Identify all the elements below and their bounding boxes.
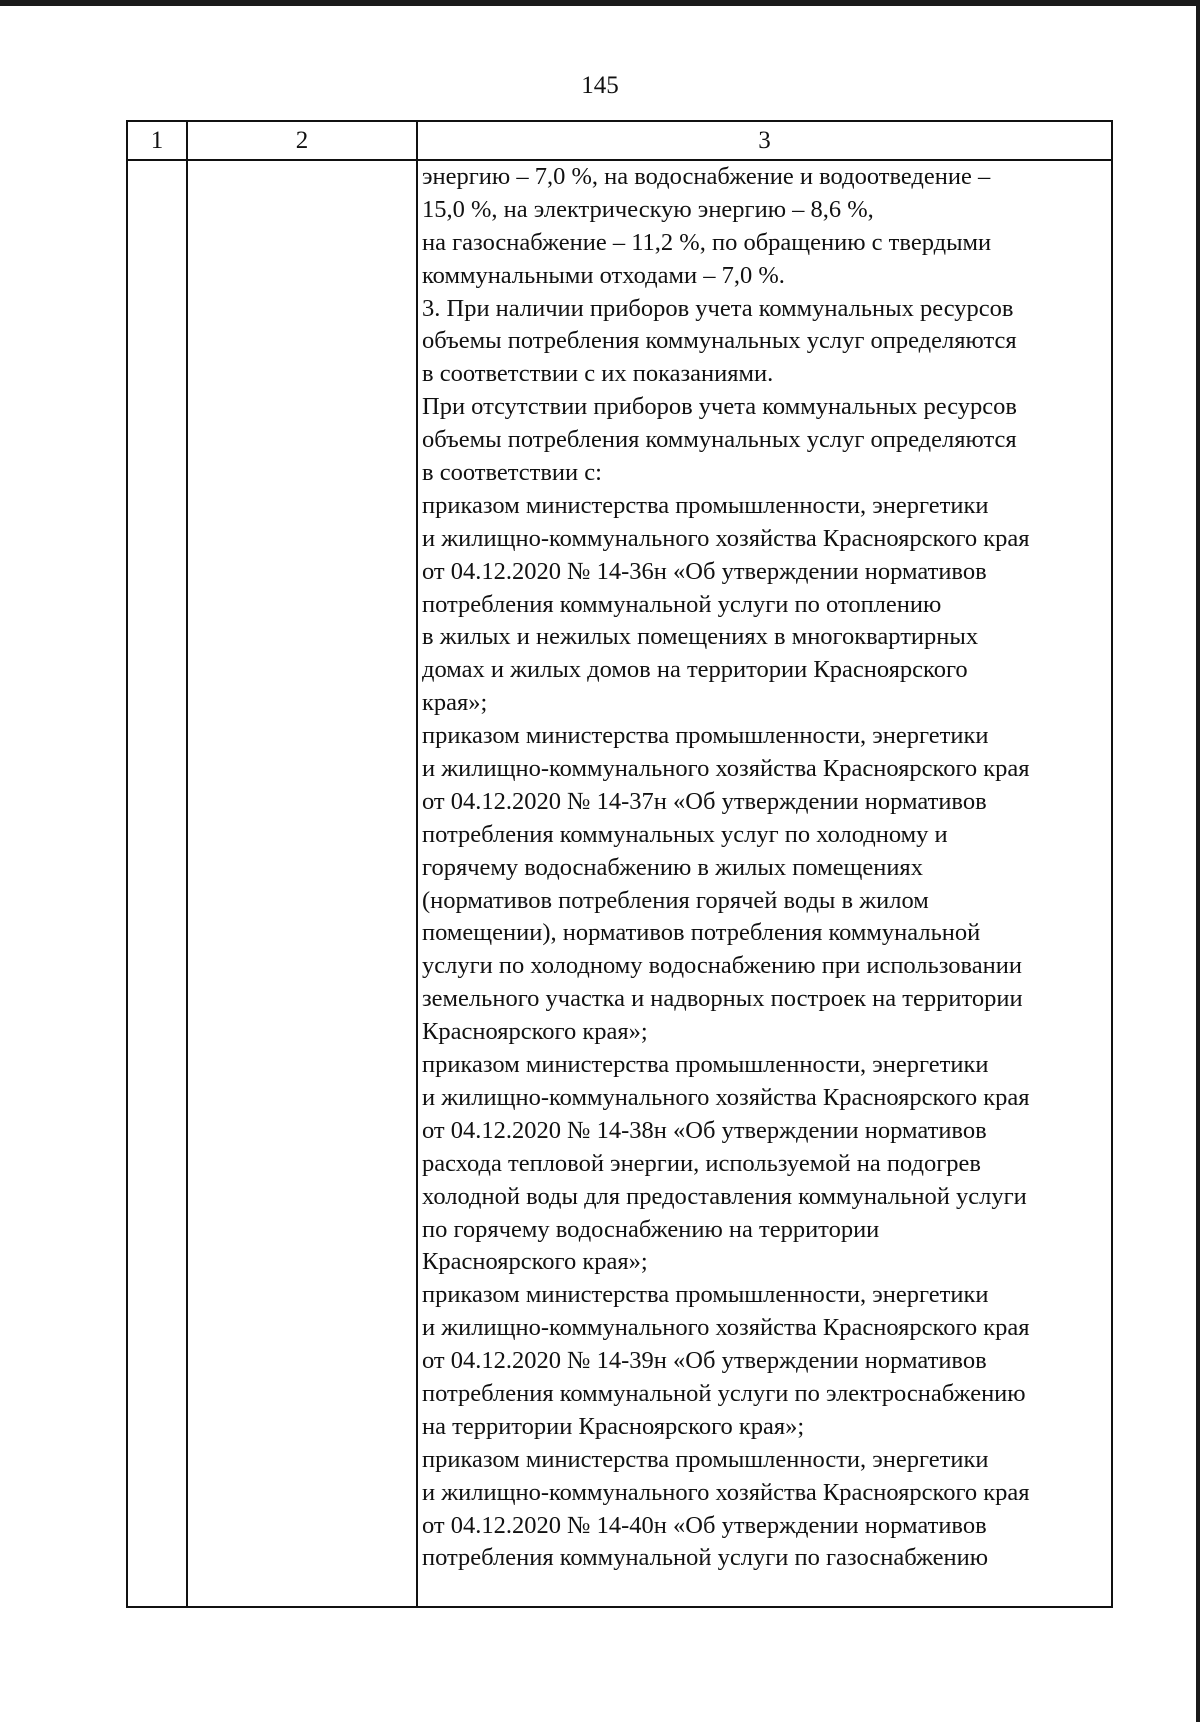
text-line: приказом министерства промышленности, энергетики xyxy=(422,1281,989,1309)
text-line: и жилищно-коммунального хозяйства Красноярского края xyxy=(422,1083,1030,1111)
text-line: объемы потребления коммунальных услуг определяются xyxy=(422,327,1017,355)
text-line: энергию – 7,0 %, на водоснабжение и водоотведение – xyxy=(422,163,991,190)
text-line: услуги по холодному водоснабжению при использовании xyxy=(422,952,1022,980)
cell-column-1 xyxy=(127,160,187,1607)
text-line: горячему водоснабжению в жилых помещениях xyxy=(422,853,923,881)
text-line: по горячему водоснабжению на территории xyxy=(422,1215,880,1243)
cell-column-3 xyxy=(417,160,1112,1607)
text-line: и жилищно-коммунального хозяйства Красноярского края xyxy=(422,1478,1030,1506)
text-line: на газоснабжение – 11,2 %, по обращению с твердыми xyxy=(422,228,992,256)
text-line: от 04.12.2020 № 14-36н «Об утверждении нормативов xyxy=(422,557,987,585)
text-line: в соответствии с их показаниями. xyxy=(422,360,774,388)
text-line: потребления коммунальных услуг по холодному и xyxy=(422,820,948,848)
text-line: расхода тепловой энергии, используемой на подогрев xyxy=(422,1149,981,1177)
text-line: коммунальными отходами – 7,0 %. xyxy=(422,261,785,289)
text-block xyxy=(418,161,1111,1575)
text-line: помещении), нормативов потребления коммунальной xyxy=(422,919,981,947)
text-line: края»; xyxy=(422,689,488,717)
text-line: от 04.12.2020 № 14-40н «Об утверждении нормативов xyxy=(422,1511,987,1539)
text-line: Красноярского края»; xyxy=(422,1248,648,1276)
text-line: на территории Красноярского края»; xyxy=(422,1412,805,1440)
text-line: потребления коммунальной услуги по газоснабжению xyxy=(422,1544,989,1572)
text-line: и жилищно-коммунального хозяйства Красноярского края xyxy=(422,755,1030,783)
text-line: холодной воды для предоставления коммунальной услуги xyxy=(422,1182,1027,1210)
text-line: 15,0 %, на электрическую энергию – 8,6 %, xyxy=(422,195,874,223)
scan-border-right xyxy=(1196,0,1200,1722)
page-number: 145 xyxy=(581,72,619,99)
text-line: приказом министерства промышленности, энергетики xyxy=(422,491,989,519)
text-line: 3. При наличии приборов учета коммунальных ресурсов xyxy=(422,294,1014,322)
cell-column-2 xyxy=(187,160,417,1607)
text-line: от 04.12.2020 № 14-39н «Об утверждении нормативов xyxy=(422,1347,987,1375)
text-line: и жилищно-коммунального хозяйства Красноярского края xyxy=(422,524,1030,552)
document-table xyxy=(126,120,1113,1608)
text-line: земельного участка и надворных построек на территории xyxy=(422,985,1023,1013)
text-line: Красноярского края»; xyxy=(422,1018,648,1046)
column-header-3: 3 xyxy=(417,121,1112,160)
table-header-row xyxy=(127,121,1112,160)
text-line: от 04.12.2020 № 14-37н «Об утверждении нормативов xyxy=(422,787,987,815)
text-line: потребления коммунальной услуги по электроснабжению xyxy=(422,1379,1026,1407)
text-line: от 04.12.2020 № 14-38н «Об утверждении нормативов xyxy=(422,1116,987,1144)
text-line: При отсутствии приборов учета коммунальных ресурсов xyxy=(422,393,1017,421)
text-line: и жилищно-коммунального хозяйства Красноярского края xyxy=(422,1314,1030,1342)
text-line: приказом министерства промышленности, энергетики xyxy=(422,722,989,750)
column-header-2: 2 xyxy=(187,121,417,160)
text-line: в жилых и нежилых помещениях в многоквартирных xyxy=(422,623,979,651)
text-line: приказом министерства промышленности, энергетики xyxy=(422,1445,989,1473)
text-line: домах и жилых домов на территории Красноярского xyxy=(422,656,968,684)
text-line: приказом министерства промышленности, энергетики xyxy=(422,1051,989,1079)
table-row xyxy=(127,160,1112,1607)
text-line: потребления коммунальной услуги по отоплению xyxy=(422,590,942,618)
text-line: в соответствии с: xyxy=(422,459,602,487)
scan-border-top xyxy=(0,0,1200,6)
column-header-1: 1 xyxy=(127,121,187,160)
text-line: (нормативов потребления горячей воды в жилом xyxy=(422,886,929,914)
text-line: объемы потребления коммунальных услуг определяются xyxy=(422,426,1017,454)
